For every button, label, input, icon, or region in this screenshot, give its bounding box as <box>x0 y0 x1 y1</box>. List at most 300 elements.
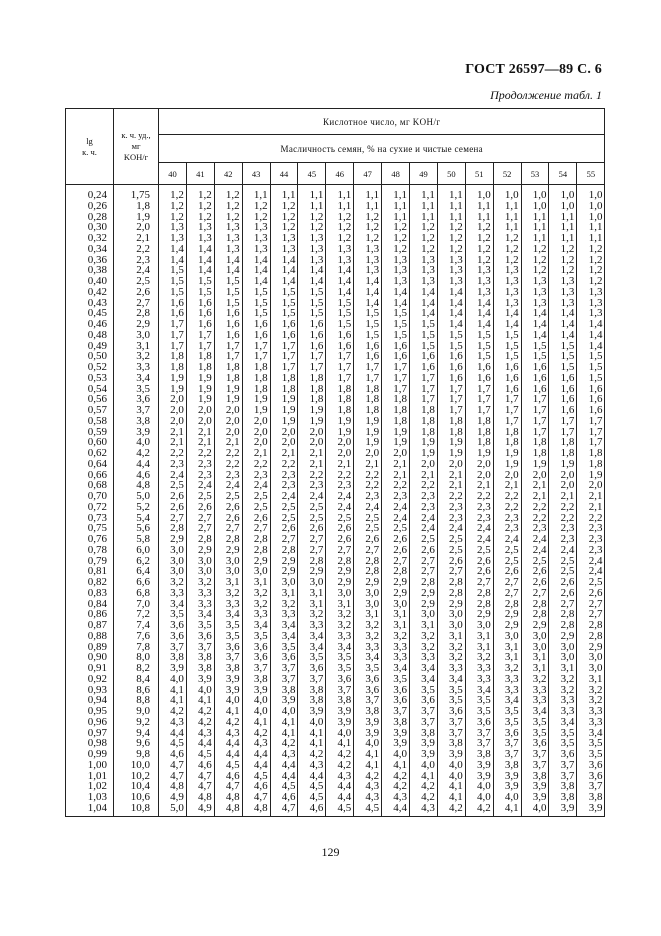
cell-acid-number: 1,9 <box>437 437 465 448</box>
cell-acid-number: 3,0 <box>521 642 549 653</box>
cell-acid-number: 3,0 <box>159 566 187 577</box>
cell-acid-number: 2,1 <box>521 480 549 491</box>
cell-acid-number: 2,3 <box>549 523 577 534</box>
cell-acid-number: 3,3 <box>493 674 521 685</box>
cell-lg: 0,89 <box>66 642 114 653</box>
cell-acid-number: 1,2 <box>521 255 549 266</box>
cell-acid-number: 1,7 <box>186 330 214 341</box>
cell-lg: 0,75 <box>66 523 114 534</box>
cell-acid-number: 1,3 <box>270 244 298 255</box>
cell-acid-number: 1,5 <box>242 287 270 298</box>
cell-acid-number: 1,4 <box>354 276 382 287</box>
cell-acid-number: 1,6 <box>521 373 549 384</box>
cell-acid-number: 2,9 <box>326 566 354 577</box>
cell-acid-number: 2,3 <box>242 470 270 481</box>
cell-acid-number: 1,2 <box>465 233 493 244</box>
cell-acid-number: 3,7 <box>270 674 298 685</box>
cell-acid-number: 1,5 <box>437 330 465 341</box>
cell-acid-number: 4,3 <box>298 760 326 771</box>
cell-specific-acid-number: 6,0 <box>114 545 159 556</box>
cell-acid-number: 2,2 <box>214 448 242 459</box>
cell-acid-number: 3,9 <box>382 728 410 739</box>
cell-acid-number: 1,0 <box>577 185 605 201</box>
cell-acid-number: 3,0 <box>437 620 465 631</box>
cell-specific-acid-number: 8,8 <box>114 695 159 706</box>
table-row <box>66 631 605 642</box>
cell-acid-number: 3,0 <box>549 652 577 663</box>
cell-acid-number: 2,3 <box>577 534 605 545</box>
cell-acid-number: 2,1 <box>410 470 438 481</box>
cell-acid-number: 2,1 <box>159 427 187 438</box>
cell-acid-number: 2,3 <box>465 513 493 524</box>
cell-acid-number: 3,0 <box>354 588 382 599</box>
cell-acid-number: 4,1 <box>159 695 187 706</box>
cell-acid-number: 1,9 <box>186 394 214 405</box>
cell-specific-acid-number: 5,4 <box>114 513 159 524</box>
cell-acid-number: 1,4 <box>186 265 214 276</box>
cell-acid-number: 2,1 <box>465 480 493 491</box>
cell-acid-number: 1,7 <box>354 373 382 384</box>
cell-acid-number: 1,6 <box>577 394 605 405</box>
cell-acid-number: 2,1 <box>437 470 465 481</box>
cell-acid-number: 2,3 <box>326 480 354 491</box>
cell-acid-number: 1,6 <box>437 351 465 362</box>
cell-acid-number: 3,2 <box>437 642 465 653</box>
cell-acid-number: 2,3 <box>270 480 298 491</box>
cell-acid-number: 3,8 <box>298 695 326 706</box>
cell-specific-acid-number: 3,6 <box>114 394 159 405</box>
cell-acid-number: 1,4 <box>214 255 242 266</box>
cell-acid-number: 4,8 <box>214 792 242 803</box>
cell-acid-number: 3,5 <box>326 663 354 674</box>
cell-acid-number: 1,2 <box>186 212 214 223</box>
cell-lg: 1,04 <box>66 803 114 816</box>
cell-acid-number: 3,0 <box>186 566 214 577</box>
cell-lg: 1,01 <box>66 771 114 782</box>
cell-acid-number: 3,0 <box>326 588 354 599</box>
cell-acid-number: 1,1 <box>410 212 438 223</box>
cell-acid-number: 1,8 <box>382 405 410 416</box>
table-row <box>66 185 605 201</box>
cell-acid-number: 3,6 <box>354 674 382 685</box>
cell-acid-number: 1,4 <box>270 265 298 276</box>
cell-acid-number: 1,3 <box>298 244 326 255</box>
cell-acid-number: 2,6 <box>577 588 605 599</box>
cell-acid-number: 3,2 <box>465 652 493 663</box>
cell-acid-number: 1,8 <box>242 373 270 384</box>
cell-acid-number: 2,6 <box>410 545 438 556</box>
cell-acid-number: 2,1 <box>270 448 298 459</box>
cell-acid-number: 1,2 <box>270 212 298 223</box>
cell-acid-number: 1,2 <box>326 222 354 233</box>
cell-acid-number: 3,7 <box>521 760 549 771</box>
cell-specific-acid-number: 2,2 <box>114 244 159 255</box>
cell-acid-number: 2,4 <box>186 480 214 491</box>
header-oil-pct: 49 <box>410 163 438 185</box>
cell-acid-number: 1,7 <box>465 394 493 405</box>
cell-acid-number: 2,3 <box>354 491 382 502</box>
cell-acid-number: 3,2 <box>437 652 465 663</box>
cell-acid-number: 1,3 <box>382 255 410 266</box>
cell-specific-acid-number: 4,8 <box>114 480 159 491</box>
cell-acid-number: 1,4 <box>465 308 493 319</box>
cell-specific-acid-number: 2,1 <box>114 233 159 244</box>
table-row <box>66 244 605 255</box>
cell-acid-number: 1,4 <box>437 319 465 330</box>
cell-lg: 0,45 <box>66 308 114 319</box>
cell-acid-number: 2,0 <box>186 405 214 416</box>
cell-acid-number: 3,6 <box>521 738 549 749</box>
cell-specific-acid-number: 2,9 <box>114 319 159 330</box>
cell-acid-number: 1,4 <box>521 319 549 330</box>
cell-acid-number: 3,5 <box>214 620 242 631</box>
header-oil-pct: 42 <box>214 163 242 185</box>
cell-acid-number: 4,7 <box>270 803 298 816</box>
cell-specific-acid-number: 9,6 <box>114 738 159 749</box>
cell-acid-number: 3,2 <box>521 674 549 685</box>
cell-acid-number: 3,4 <box>549 717 577 728</box>
cell-acid-number: 1,1 <box>437 185 465 201</box>
header-oil-pct: 44 <box>270 163 298 185</box>
cell-acid-number: 2,9 <box>242 556 270 567</box>
cell-acid-number: 1,7 <box>298 362 326 373</box>
cell-acid-number: 3,4 <box>298 642 326 653</box>
cell-lg: 0,24 <box>66 185 114 201</box>
cell-acid-number: 1,8 <box>521 448 549 459</box>
cell-acid-number: 1,3 <box>159 233 187 244</box>
cell-acid-number: 4,5 <box>159 738 187 749</box>
header-acid-number: Кислотное число, мг KOH/г <box>159 109 605 135</box>
cell-acid-number: 2,1 <box>382 459 410 470</box>
cell-acid-number: 2,9 <box>577 642 605 653</box>
cell-acid-number: 3,7 <box>577 781 605 792</box>
cell-acid-number: 1,9 <box>521 459 549 470</box>
cell-acid-number: 3,0 <box>270 577 298 588</box>
cell-acid-number: 2,5 <box>242 491 270 502</box>
cell-acid-number: 2,5 <box>298 513 326 524</box>
cell-acid-number: 4,5 <box>186 749 214 760</box>
cell-lg: 0,40 <box>66 276 114 287</box>
cell-acid-number: 4,4 <box>270 760 298 771</box>
cell-lg: 0,57 <box>66 405 114 416</box>
cell-specific-acid-number: 6,2 <box>114 556 159 567</box>
cell-acid-number: 1,7 <box>326 373 354 384</box>
cell-specific-acid-number: 3,9 <box>114 427 159 438</box>
cell-acid-number: 1,4 <box>382 298 410 309</box>
cell-acid-number: 1,7 <box>577 437 605 448</box>
cell-acid-number: 3,2 <box>549 685 577 696</box>
cell-acid-number: 1,9 <box>214 384 242 395</box>
cell-acid-number: 3,6 <box>242 642 270 653</box>
cell-acid-number: 4,3 <box>382 792 410 803</box>
cell-acid-number: 1,9 <box>326 416 354 427</box>
cell-acid-number: 1,2 <box>549 255 577 266</box>
cell-acid-number: 1,5 <box>382 319 410 330</box>
cell-acid-number: 4,7 <box>186 771 214 782</box>
cell-acid-number: 3,2 <box>549 674 577 685</box>
cell-acid-number: 1,5 <box>493 341 521 352</box>
cell-acid-number: 1,5 <box>159 276 187 287</box>
cell-acid-number: 2,6 <box>382 545 410 556</box>
cell-acid-number: 4,5 <box>298 792 326 803</box>
cell-acid-number: 2,5 <box>354 523 382 534</box>
cell-acid-number: 1,8 <box>382 394 410 405</box>
cell-acid-number: 1,8 <box>326 384 354 395</box>
table-row <box>66 545 605 556</box>
cell-acid-number: 1,2 <box>354 233 382 244</box>
cell-acid-number: 2,4 <box>214 480 242 491</box>
cell-acid-number: 1,7 <box>242 341 270 352</box>
cell-acid-number: 3,5 <box>326 652 354 663</box>
cell-acid-number: 2,7 <box>437 566 465 577</box>
cell-acid-number: 1,9 <box>242 394 270 405</box>
cell-acid-number: 1,9 <box>242 405 270 416</box>
cell-acid-number: 4,5 <box>298 781 326 792</box>
cell-acid-number: 3,9 <box>437 749 465 760</box>
cell-acid-number: 2,5 <box>382 523 410 534</box>
cell-acid-number: 4,2 <box>354 771 382 782</box>
cell-acid-number: 3,6 <box>465 717 493 728</box>
cell-acid-number: 3,9 <box>521 781 549 792</box>
cell-acid-number: 1,1 <box>493 201 521 212</box>
cell-acid-number: 3,0 <box>577 663 605 674</box>
cell-acid-number: 1,5 <box>298 308 326 319</box>
cell-acid-number: 3,8 <box>493 760 521 771</box>
cell-acid-number: 2,1 <box>493 480 521 491</box>
cell-acid-number: 2,1 <box>298 448 326 459</box>
cell-acid-number: 1,6 <box>493 384 521 395</box>
cell-specific-acid-number: 7,8 <box>114 642 159 653</box>
cell-acid-number: 2,9 <box>437 599 465 610</box>
cell-acid-number: 1,1 <box>521 233 549 244</box>
cell-acid-number: 3,0 <box>214 566 242 577</box>
cell-acid-number: 2,0 <box>270 437 298 448</box>
cell-acid-number: 1,6 <box>382 351 410 362</box>
cell-acid-number: 2,2 <box>549 502 577 513</box>
cell-specific-acid-number: 4,4 <box>114 459 159 470</box>
cell-acid-number: 3,8 <box>298 685 326 696</box>
cell-acid-number: 4,1 <box>159 685 187 696</box>
cell-acid-number: 1,7 <box>577 416 605 427</box>
cell-acid-number: 2,4 <box>326 502 354 513</box>
cell-acid-number: 1,4 <box>465 298 493 309</box>
cell-acid-number: 4,1 <box>270 728 298 739</box>
cell-acid-number: 2,3 <box>270 470 298 481</box>
cell-acid-number: 1,5 <box>270 287 298 298</box>
cell-acid-number: 2,1 <box>577 502 605 513</box>
cell-acid-number: 3,4 <box>159 599 187 610</box>
table-row <box>66 416 605 427</box>
cell-acid-number: 3,6 <box>577 760 605 771</box>
cell-acid-number: 3,4 <box>270 631 298 642</box>
cell-acid-number: 2,5 <box>493 556 521 567</box>
cell-specific-acid-number: 5,8 <box>114 534 159 545</box>
cell-acid-number: 1,8 <box>410 427 438 438</box>
cell-acid-number: 1,5 <box>410 341 438 352</box>
cell-acid-number: 3,5 <box>242 631 270 642</box>
cell-acid-number: 1,3 <box>410 276 438 287</box>
cell-lg: 0,30 <box>66 222 114 233</box>
cell-acid-number: 3,0 <box>242 566 270 577</box>
cell-acid-number: 2,2 <box>437 491 465 502</box>
cell-acid-number: 1,2 <box>242 212 270 223</box>
cell-acid-number: 2,6 <box>159 491 187 502</box>
cell-acid-number: 3,8 <box>437 738 465 749</box>
cell-acid-number: 3,1 <box>577 674 605 685</box>
cell-acid-number: 1,2 <box>577 244 605 255</box>
cell-acid-number: 1,7 <box>214 351 242 362</box>
cell-acid-number: 2,5 <box>186 491 214 502</box>
cell-acid-number: 2,8 <box>521 599 549 610</box>
cell-specific-acid-number: 9,8 <box>114 749 159 760</box>
cell-acid-number: 2,7 <box>326 545 354 556</box>
cell-acid-number: 1,4 <box>410 308 438 319</box>
cell-acid-number: 1,8 <box>186 362 214 373</box>
cell-acid-number: 2,6 <box>159 502 187 513</box>
cell-acid-number: 1,2 <box>186 201 214 212</box>
cell-acid-number: 2,5 <box>549 566 577 577</box>
cell-acid-number: 1,5 <box>242 308 270 319</box>
page-number: 129 <box>321 845 340 859</box>
cell-acid-number: 3,2 <box>270 599 298 610</box>
cell-acid-number: 3,9 <box>214 674 242 685</box>
cell-acid-number: 1,6 <box>214 330 242 341</box>
cell-acid-number: 3,2 <box>214 588 242 599</box>
cell-acid-number: 3,9 <box>354 728 382 739</box>
cell-acid-number: 2,6 <box>326 534 354 545</box>
cell-acid-number: 2,7 <box>214 523 242 534</box>
cell-acid-number: 2,8 <box>214 534 242 545</box>
cell-acid-number: 2,6 <box>326 523 354 534</box>
cell-acid-number: 3,6 <box>382 685 410 696</box>
table-row <box>66 588 605 599</box>
cell-acid-number: 1,2 <box>493 255 521 266</box>
cell-acid-number: 3,9 <box>493 771 521 782</box>
cell-acid-number: 1,4 <box>437 298 465 309</box>
cell-acid-number: 3,7 <box>493 749 521 760</box>
cell-acid-number: 2,0 <box>549 480 577 491</box>
cell-acid-number: 1,9 <box>577 470 605 481</box>
cell-acid-number: 4,4 <box>270 771 298 782</box>
cell-acid-number: 1,6 <box>437 362 465 373</box>
cell-lg: 0,42 <box>66 287 114 298</box>
cell-acid-number: 1,2 <box>354 212 382 223</box>
cell-acid-number: 4,0 <box>410 760 438 771</box>
cell-acid-number: 1,9 <box>410 437 438 448</box>
cell-acid-number: 2,0 <box>326 437 354 448</box>
cell-acid-number: 1,1 <box>326 201 354 212</box>
cell-acid-number: 3,2 <box>298 609 326 620</box>
cell-acid-number: 1,3 <box>326 255 354 266</box>
cell-acid-number: 1,0 <box>577 212 605 223</box>
cell-acid-number: 2,6 <box>214 502 242 513</box>
cell-acid-number: 2,9 <box>410 588 438 599</box>
cell-acid-number: 1,6 <box>214 308 242 319</box>
cell-acid-number: 1,6 <box>159 308 187 319</box>
cell-acid-number: 2,2 <box>326 470 354 481</box>
cell-acid-number: 1,1 <box>577 233 605 244</box>
cell-acid-number: 1,8 <box>465 416 493 427</box>
cell-acid-number: 4,2 <box>159 706 187 717</box>
cell-acid-number: 2,6 <box>242 513 270 524</box>
cell-acid-number: 1,3 <box>298 255 326 266</box>
cell-specific-acid-number: 7,6 <box>114 631 159 642</box>
cell-acid-number: 1,5 <box>270 308 298 319</box>
cell-acid-number: 1,6 <box>382 341 410 352</box>
cell-specific-acid-number: 2,3 <box>114 255 159 266</box>
cell-acid-number: 1,8 <box>270 373 298 384</box>
cell-acid-number: 4,0 <box>521 803 549 816</box>
cell-acid-number: 2,4 <box>437 523 465 534</box>
cell-acid-number: 1,5 <box>326 298 354 309</box>
cell-acid-number: 3,8 <box>242 674 270 685</box>
cell-acid-number: 3,1 <box>382 620 410 631</box>
cell-acid-number: 2,4 <box>270 491 298 502</box>
cell-acid-number: 1,9 <box>159 373 187 384</box>
cell-acid-number: 1,6 <box>298 330 326 341</box>
cell-specific-acid-number: 10,6 <box>114 792 159 803</box>
cell-lg: 0,97 <box>66 728 114 739</box>
cell-acid-number: 1,9 <box>382 427 410 438</box>
cell-acid-number: 1,4 <box>354 298 382 309</box>
cell-acid-number: 4,1 <box>326 738 354 749</box>
cell-acid-number: 1,6 <box>410 362 438 373</box>
cell-acid-number: 1,6 <box>159 298 187 309</box>
cell-acid-number: 2,7 <box>186 523 214 534</box>
cell-acid-number: 2,0 <box>521 470 549 481</box>
cell-acid-number: 1,8 <box>159 362 187 373</box>
cell-acid-number: 1,3 <box>186 222 214 233</box>
cell-acid-number: 3,6 <box>437 706 465 717</box>
cell-acid-number: 2,5 <box>493 545 521 556</box>
cell-acid-number: 1,7 <box>521 416 549 427</box>
cell-acid-number: 2,3 <box>493 523 521 534</box>
cell-acid-number: 2,6 <box>493 566 521 577</box>
cell-acid-number: 1,2 <box>382 222 410 233</box>
cell-acid-number: 1,5 <box>354 308 382 319</box>
cell-acid-number: 2,0 <box>326 448 354 459</box>
cell-acid-number: 1,0 <box>521 201 549 212</box>
cell-acid-number: 1,8 <box>577 459 605 470</box>
cell-acid-number: 4,2 <box>410 792 438 803</box>
cell-acid-number: 2,4 <box>242 480 270 491</box>
cell-acid-number: 4,2 <box>437 803 465 816</box>
cell-acid-number: 3,3 <box>521 695 549 706</box>
cell-acid-number: 2,9 <box>549 631 577 642</box>
header-oil-pct: 41 <box>186 163 214 185</box>
cell-lg: 0,83 <box>66 588 114 599</box>
cell-acid-number: 3,0 <box>382 599 410 610</box>
cell-acid-number: 3,3 <box>465 674 493 685</box>
cell-acid-number: 2,7 <box>298 534 326 545</box>
cell-acid-number: 1,5 <box>465 341 493 352</box>
cell-acid-number: 1,1 <box>382 201 410 212</box>
cell-acid-number: 2,1 <box>549 491 577 502</box>
cell-acid-number: 3,2 <box>577 685 605 696</box>
cell-acid-number: 3,0 <box>214 556 242 567</box>
cell-acid-number: 4,1 <box>186 695 214 706</box>
cell-acid-number: 1,5 <box>521 351 549 362</box>
cell-lg: 0,72 <box>66 502 114 513</box>
cell-acid-number: 1,4 <box>242 265 270 276</box>
cell-acid-number: 4,2 <box>382 781 410 792</box>
cell-acid-number: 1,4 <box>493 308 521 319</box>
cell-lg: 0,62 <box>66 448 114 459</box>
cell-acid-number: 1,2 <box>577 265 605 276</box>
cell-acid-number: 1,7 <box>159 341 187 352</box>
cell-acid-number: 1,4 <box>242 276 270 287</box>
cell-acid-number: 2,4 <box>326 491 354 502</box>
